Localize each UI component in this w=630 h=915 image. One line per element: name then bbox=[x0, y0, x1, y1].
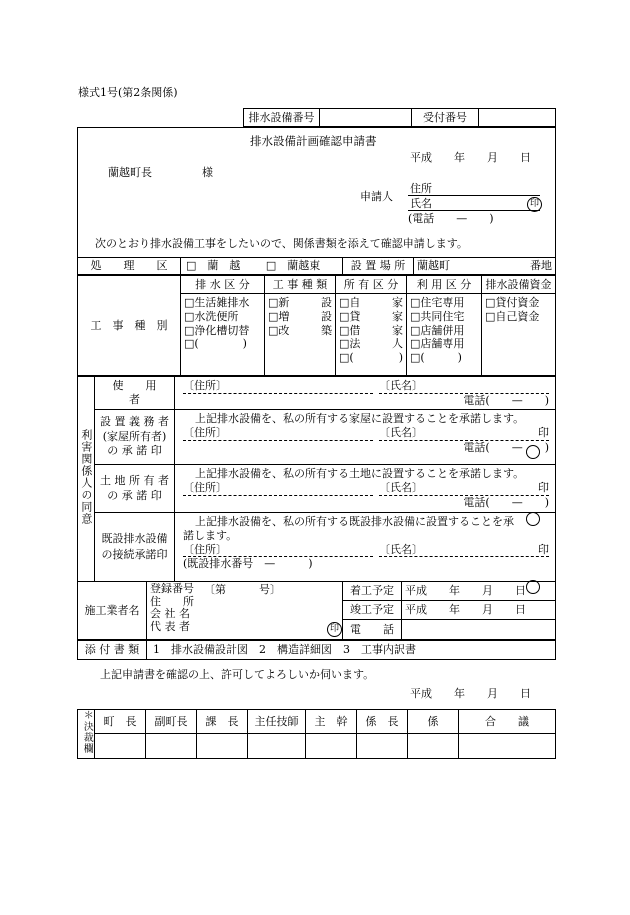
work-type-cell bbox=[265, 294, 336, 376]
obligor-address[interactable]: 〔住所〕 bbox=[183, 426, 373, 441]
col-unit-chief: 係 長 bbox=[357, 710, 408, 734]
header-date: 平成 年 月 日 bbox=[410, 151, 531, 164]
contractor-table bbox=[77, 581, 556, 640]
addressee: 蘭越町長 bbox=[108, 166, 152, 179]
approval-date: 平成 年 月 日 bbox=[410, 687, 531, 700]
col-fund-head: 排水設備資金 bbox=[482, 276, 556, 294]
stamp-section-chief[interactable] bbox=[197, 734, 248, 759]
contractor-phone-label: 電 話 bbox=[343, 620, 402, 640]
contractor-phone-field[interactable] bbox=[402, 620, 556, 640]
col-mayor: 町 長 bbox=[95, 710, 146, 734]
form-label: 様式1号(第2条関係) bbox=[78, 86, 178, 99]
receipt-number-label: 受付番号 bbox=[412, 109, 479, 127]
obligor-field[interactable] bbox=[175, 410, 556, 465]
contractor-seal-icon: 印 bbox=[327, 622, 342, 637]
existing-text-1: 上記排水設備を、私の所有する既設排水設備に設置することを承 bbox=[195, 515, 514, 528]
applicant-name-label: 氏名 bbox=[410, 197, 432, 210]
col-supervisor: 主 幹 bbox=[306, 710, 357, 734]
start-date-field[interactable]: 平成 年 月 日 bbox=[402, 582, 556, 601]
col-staff: 係 bbox=[408, 710, 459, 734]
user-field[interactable] bbox=[175, 377, 556, 410]
contractor-label: 施工業者名 bbox=[78, 582, 147, 640]
existing-name[interactable]: 〔氏名〕 印 bbox=[379, 542, 549, 556]
location-label: 設 置 場 所 bbox=[343, 258, 414, 275]
usage-cell bbox=[407, 294, 482, 376]
use-option[interactable]: □共同住宅 bbox=[410, 309, 465, 323]
decision-side-label: ＊決裁欄 bbox=[78, 710, 95, 759]
use-option[interactable]: □店舗専用 bbox=[410, 337, 465, 351]
top-boxes bbox=[243, 108, 556, 127]
col-own-head: 所 有 区 分 bbox=[336, 276, 407, 294]
use-option[interactable]: □店舗併用 bbox=[410, 323, 465, 337]
col-deputy-mayor: 副町長 bbox=[146, 710, 197, 734]
applicant-seal-icon: 印 bbox=[527, 197, 542, 212]
stamp-deputy-mayor[interactable] bbox=[146, 734, 197, 759]
applicant-name-line[interactable] bbox=[408, 210, 540, 211]
landowner-label: 土 地 所 有 者 の 承 諾 印 bbox=[95, 465, 175, 513]
own-option[interactable]: □( ) bbox=[339, 351, 403, 364]
existing-address[interactable]: 〔住所〕 bbox=[183, 543, 373, 558]
stamp-mayor[interactable] bbox=[95, 734, 146, 759]
stamp-consultation[interactable] bbox=[459, 734, 556, 759]
district-label: 処 理 区 bbox=[78, 258, 181, 275]
receipt-number-field[interactable] bbox=[479, 109, 556, 127]
consent-side-label: 利害関係人の同意 bbox=[78, 377, 95, 582]
use-option[interactable]: □( ) bbox=[410, 351, 462, 364]
start-label: 着工予定 bbox=[343, 582, 402, 601]
drain-number-label: 排水設備番号 bbox=[244, 109, 320, 127]
existing-number: (既設排水番号 — ) bbox=[183, 557, 313, 571]
location-town: 蘭越町 bbox=[417, 259, 450, 273]
applicant-phone: (電話 — ) bbox=[408, 212, 494, 225]
col-section-chief: 課 長 bbox=[197, 710, 248, 734]
decision-table bbox=[77, 709, 556, 759]
drain-option[interactable]: □生活雑排水 bbox=[184, 296, 250, 309]
district-option-rankoshi-east[interactable]: □ 蘭越東 bbox=[265, 259, 321, 273]
construction-label: 工 事 種 別 bbox=[78, 276, 181, 376]
work-option[interactable]: □新 設 bbox=[268, 296, 332, 309]
location-banchi: 番地 bbox=[530, 259, 552, 273]
drain-option[interactable]: □( ) bbox=[184, 337, 247, 351]
user-label: 使 用 者 bbox=[95, 377, 175, 410]
fund-option[interactable]: □貸付資金 bbox=[485, 296, 540, 309]
end-label: 竣工予定 bbox=[343, 601, 402, 620]
existing-label: 既設排水設備 の接続承諾印 bbox=[95, 513, 175, 582]
obligor-name[interactable]: 〔氏名〕 印 bbox=[379, 425, 549, 439]
drain-number-field[interactable] bbox=[320, 109, 412, 127]
location-field[interactable] bbox=[414, 258, 556, 275]
user-name[interactable]: 〔氏名〕 bbox=[379, 379, 549, 394]
fund-cell bbox=[482, 294, 556, 376]
ownership-cell bbox=[336, 294, 407, 376]
landowner-text: 上記排水設備を、私の所有する土地に設置することを承諾します。 bbox=[195, 467, 525, 480]
end-date-field[interactable]: 平成 年 月 日 bbox=[402, 601, 556, 620]
stamp-staff[interactable] bbox=[408, 734, 459, 759]
addressee-sama: 様 bbox=[202, 166, 213, 179]
col-chief-engineer: 主任技師 bbox=[248, 710, 306, 734]
consent-table bbox=[77, 376, 556, 582]
stamp-supervisor[interactable] bbox=[306, 734, 357, 759]
landowner-address[interactable]: 〔住所〕 bbox=[183, 481, 373, 496]
landowner-field[interactable] bbox=[175, 465, 556, 513]
landowner-name[interactable]: 〔氏名〕 印 bbox=[379, 480, 549, 494]
drain-option[interactable]: □浄化槽切替 bbox=[184, 323, 250, 337]
col-consultation: 合 議 bbox=[459, 710, 556, 734]
obligor-text: 上記排水設備を、私の所有する家屋に設置することを承諾します。 bbox=[195, 412, 525, 425]
form-title: 排水設備計画確認申請書 bbox=[250, 134, 377, 148]
work-option[interactable]: □増 設 bbox=[268, 309, 332, 323]
own-option[interactable]: □借 家 bbox=[339, 323, 403, 337]
col-drain-head: 排 水 区 分 bbox=[181, 276, 265, 294]
col-work-head: 工 事 種 類 bbox=[265, 276, 336, 294]
district-row bbox=[77, 257, 556, 275]
fund-option[interactable]: □自己資金 bbox=[485, 309, 540, 323]
existing-field[interactable] bbox=[175, 513, 556, 582]
attachments-label: 添 付 書 類 bbox=[78, 641, 147, 660]
work-option[interactable]: □改 築 bbox=[268, 323, 332, 337]
applicant-address-label: 住所 bbox=[410, 182, 432, 195]
own-option[interactable]: □貸 家 bbox=[339, 309, 403, 323]
contractor-sub-labels: 登録番号 住 所 会 社 名 代 表 者 bbox=[147, 582, 202, 640]
applicant-label: 申請人 bbox=[360, 190, 393, 203]
contractor-reg: 〔第 号〕 bbox=[204, 583, 281, 596]
stamp-unit-chief[interactable] bbox=[357, 734, 408, 759]
stamp-circle-icon bbox=[526, 445, 540, 459]
stamp-chief-engineer[interactable] bbox=[248, 734, 306, 759]
contractor-info-field[interactable] bbox=[201, 582, 343, 640]
statement: 次のとおり排水設備工事をしたいので、関係書類を添えて確認申請します。 bbox=[95, 237, 468, 250]
district-option-rankoshi[interactable]: □ 蘭 越 bbox=[186, 259, 241, 273]
existing-text-2: 諾します。 bbox=[183, 528, 238, 542]
drain-option[interactable]: □水洗便所 bbox=[184, 309, 239, 323]
obligor-phone: 電話( — ) bbox=[463, 440, 549, 454]
approval-statement: 上記申請書を確認の上、許可してよろしいか伺います。 bbox=[100, 668, 375, 681]
own-option[interactable]: □法 人 bbox=[339, 337, 403, 351]
attachments-row bbox=[77, 640, 556, 660]
user-phone: 電話( — ) bbox=[463, 393, 549, 407]
user-address[interactable]: 〔住所〕 bbox=[183, 379, 373, 394]
stamp-circle-icon bbox=[526, 512, 540, 526]
applicant-address-line[interactable] bbox=[408, 195, 540, 196]
landowner-phone: 電話( — ) bbox=[463, 495, 549, 509]
col-use-head: 利 用 区 分 bbox=[407, 276, 482, 294]
use-option[interactable]: □住宅専用 bbox=[410, 296, 465, 309]
construction-table bbox=[77, 275, 556, 376]
drain-category-cell bbox=[181, 294, 265, 376]
obligor-label: 設 置 義 務 者 (家屋所有者) の 承 諾 印 bbox=[95, 410, 175, 465]
attachments-value: 1 排水設備設計図 2 構造詳細図 3 工事内訳書 bbox=[147, 641, 556, 660]
own-option[interactable]: □自 家 bbox=[339, 296, 403, 309]
